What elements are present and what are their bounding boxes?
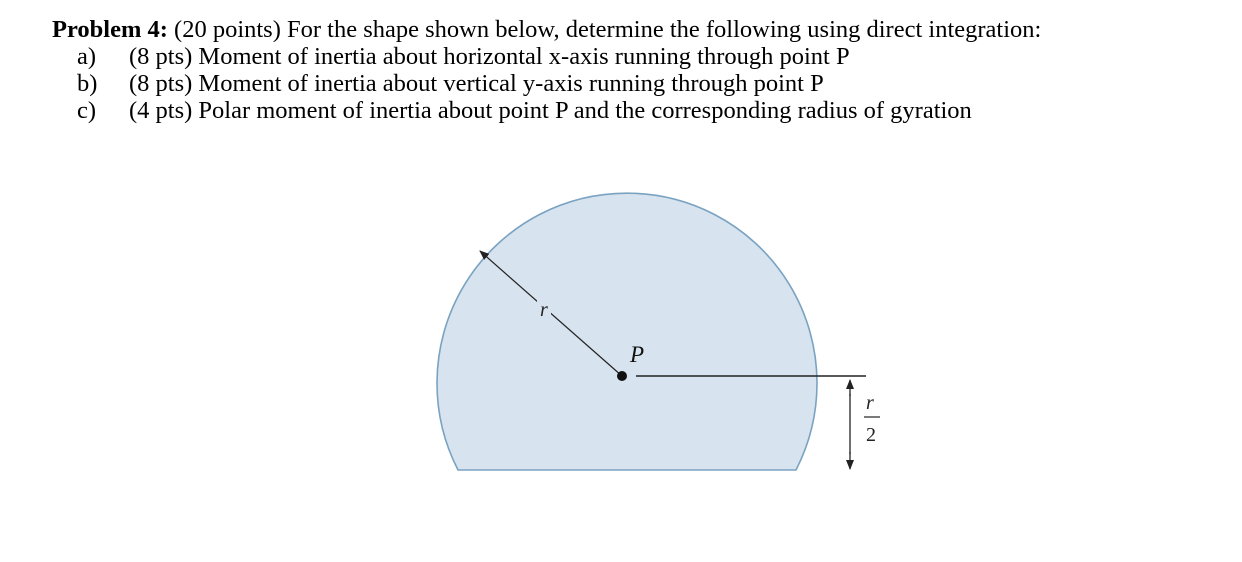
radius-label: r	[540, 299, 548, 321]
problem-intro: (20 points) For the shape shown below, determine the following using direct integration:	[167, 16, 1042, 43]
part-c-marker: c)	[77, 97, 97, 124]
point-p-label: P	[630, 342, 645, 367]
truncated-circle-shape	[437, 193, 817, 470]
part-a-text: (8 pts) Moment of inertia about horizontal x-axis running through point P	[129, 43, 850, 70]
dimension-numerator: r	[866, 392, 874, 414]
part-c-text: (4 pts) Polar moment of inertia about point P and the corresponding radius of gyration	[129, 97, 972, 124]
problem-title: Problem 4:	[52, 16, 168, 43]
dimension-denominator: 2	[866, 424, 876, 446]
point-p-dot	[617, 371, 627, 381]
part-a-marker: a)	[77, 43, 97, 70]
part-b-marker: b)	[77, 70, 98, 97]
part-b-text: (8 pts) Moment of inertia about vertical y-axis running through point P	[129, 70, 824, 97]
